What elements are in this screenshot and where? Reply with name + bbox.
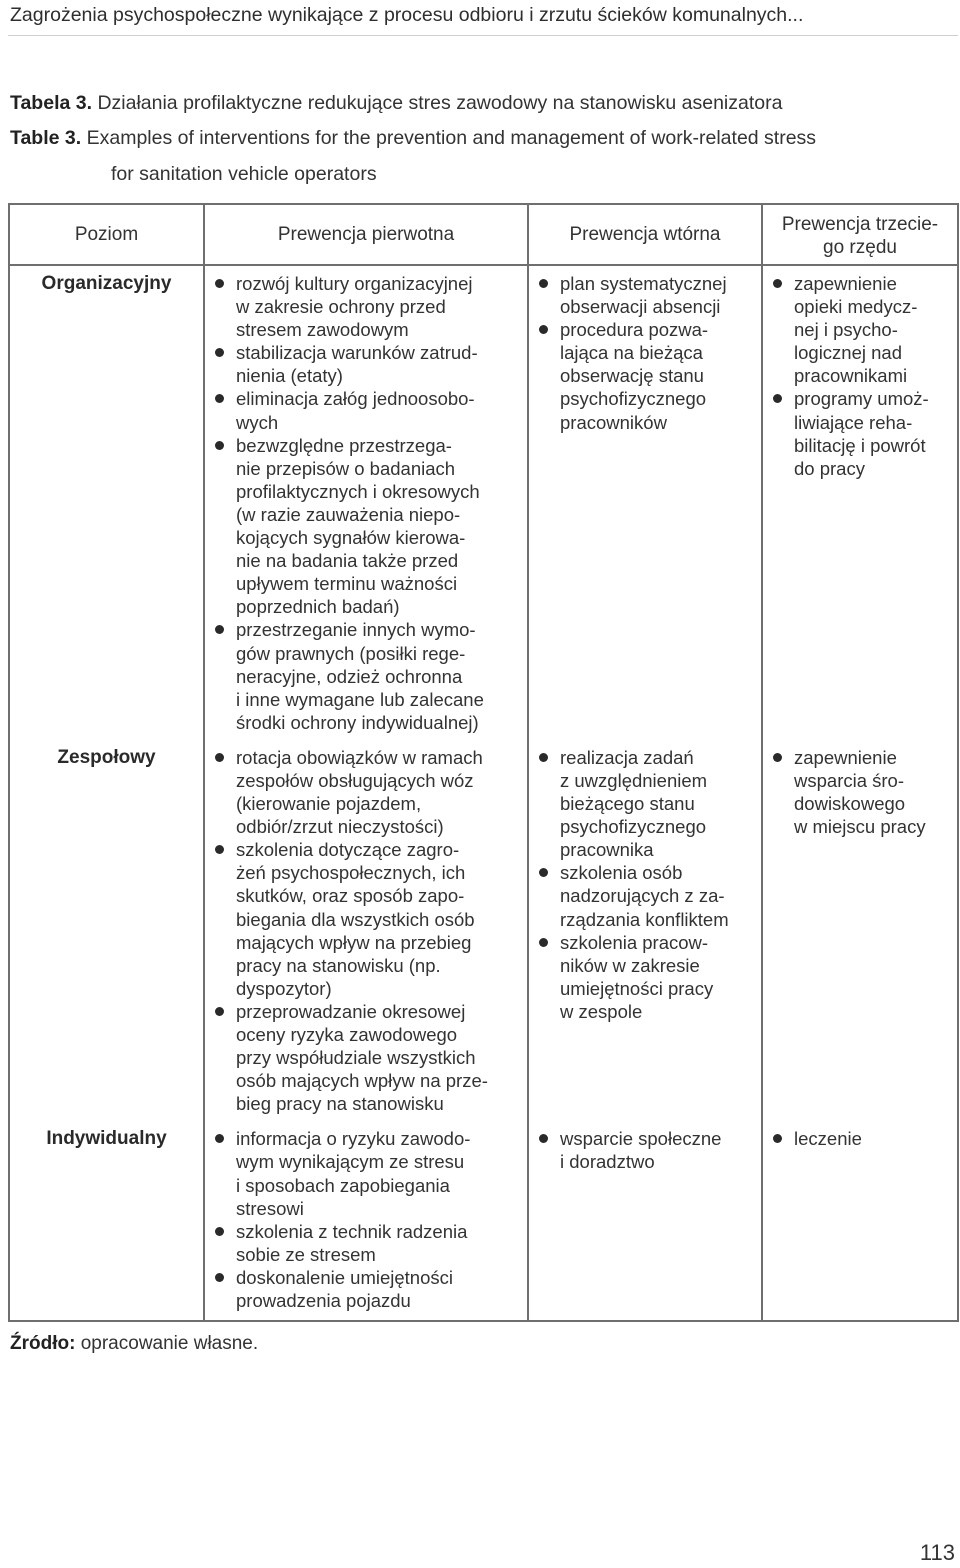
tertiary-cell — [762, 742, 958, 1124]
list-item: przeprowadzanie okresowej oceny ryzyka zawodowego przy współudziale wszystkich osób mających wpływ na prze- bieg pracy na stanowisku — [236, 1000, 523, 1115]
list-item: realizacja zadań z uwzględnieniem bieżącego stanu psychofizycznego pracownika — [560, 746, 757, 861]
list-item: programy umoż- liwiające reha- bilitację i powrót do pracy — [794, 387, 953, 479]
tertiary-cell — [762, 1123, 958, 1321]
table-row-organizational — [9, 265, 958, 742]
list-item: bezwzględne przestrzega- nie przepisów o badaniach profilaktycznych i okresowych (w razie zauważenia niepo- kojących sygnałów kierowa- nie na badania także przed upływem terminu ważności poprzednich badań) — [236, 434, 523, 619]
list-item: szkolenia dotyczące zagro- żeń psychospołecznych, ich skutków, oraz sposób zapo- biegania dla wszystkich osób mających wpływ na przebieg pracy na stanowisku (np. dyspozytor) — [236, 838, 523, 1000]
source-label: Źródło: — [10, 1333, 76, 1354]
primary-list — [205, 1127, 527, 1312]
list-item: rozwój kultury organizacyjnej w zakresie ochrony przed stresem zawodowym — [236, 272, 523, 341]
page-number: 113 — [919, 1540, 955, 1565]
tertiary-cell — [762, 265, 958, 742]
header-divider — [8, 35, 958, 36]
source-note — [10, 1332, 258, 1356]
caption-pl-text: Działania profilaktyczne redukujące stres zawodowy na stanowisku asenizatora — [97, 92, 783, 114]
list-item: eliminacja załóg jednoosobo- wych — [236, 387, 523, 433]
level-cell — [9, 265, 204, 742]
tertiary-list — [763, 1127, 957, 1150]
list-item: zapewnienie opieki medycz- nej i psycho- logicznej nad pracownikami — [794, 272, 953, 387]
header-secondary-prevention: Prewencja wtórna — [528, 204, 762, 265]
list-item: zapewnienie wsparcia śro- dowiskowego w miejscu pracy — [794, 746, 953, 838]
primary-list — [205, 746, 527, 1116]
list-item: plan systematycznej obserwacji absencji — [560, 272, 757, 318]
list-item: szkolenia pracow- ników w zakresie umiejętności pracy w zespole — [560, 931, 757, 1023]
primary-cell — [204, 265, 528, 742]
list-item: informacja o ryzyku zawodo- wym wynikającym ze stresu i sposobach zapobiegania stresowi — [236, 1127, 523, 1219]
secondary-cell — [528, 742, 762, 1124]
running-header: Zagrożenia psychospołeczne wynikające z procesu odbioru i zrzutu ścieków komunalnych... — [10, 4, 804, 26]
secondary-list — [529, 272, 761, 434]
table-row-individual — [9, 1123, 958, 1321]
list-item: stabilizacja warunków zatrud- nienia (etaty) — [236, 341, 523, 387]
caption-pl-label: Tabela 3. — [10, 92, 93, 114]
list-item: przestrzeganie innych wymo- gów prawnych (posiłki rege- neracyjne, odzież ochronna i inne wymagane lub zalecane środki ochrony indywidualnej) — [236, 618, 523, 733]
list-item: rotacja obowiązków w ramach zespołów obsługujących wóz (kierowanie pojazdem, odbiór/zrzut nieczystości) — [236, 746, 523, 838]
level-label: Indywidualny — [46, 1128, 167, 1150]
primary-cell — [204, 742, 528, 1124]
table-caption-en — [10, 126, 816, 150]
list-item: wsparcie społeczne i doradztwo — [560, 1127, 757, 1173]
table-row-team — [9, 742, 958, 1124]
secondary-cell — [528, 265, 762, 742]
table-caption-pl — [10, 91, 782, 115]
list-item: doskonalenie umiejętności prowadzenia pojazdu — [236, 1266, 523, 1312]
level-label: Zespołowy — [57, 746, 156, 768]
tertiary-list — [763, 746, 957, 838]
level-cell — [9, 742, 204, 1124]
list-item: szkolenia osób nadzorujących z za- rządzania konfliktem — [560, 861, 757, 930]
list-item: leczenie — [794, 1127, 953, 1150]
tertiary-list — [763, 272, 957, 480]
header-primary-prevention: Prewencja pierwotna — [204, 204, 528, 265]
table-header-row — [9, 204, 958, 265]
caption-en-label: Table 3. — [10, 127, 82, 149]
secondary-list — [529, 1127, 761, 1173]
level-cell — [9, 1123, 204, 1321]
secondary-cell — [528, 1123, 762, 1321]
source-text: opracowanie własne. — [80, 1333, 259, 1354]
caption-en-text-line1: Examples of interventions for the prevention and management of work-related stress — [86, 127, 817, 149]
list-item: szkolenia z technik radzenia sobie ze stresem — [236, 1220, 523, 1266]
primary-list — [205, 272, 527, 734]
secondary-list — [529, 746, 761, 1023]
primary-cell — [204, 1123, 528, 1321]
header-tertiary-prevention — [762, 204, 958, 265]
list-item: procedura pozwa- lająca na bieżąca obserwację stanu psychofizycznego pracowników — [560, 318, 757, 433]
level-label: Organizacyjny — [41, 273, 172, 294]
header-tertiary-label: Prewencja trzecie- go rzędu — [781, 213, 939, 258]
header-level: Poziom — [9, 204, 204, 265]
prevention-table — [8, 203, 959, 1322]
caption-en-text-line2: for sanitation vehicle operators — [111, 163, 377, 185]
